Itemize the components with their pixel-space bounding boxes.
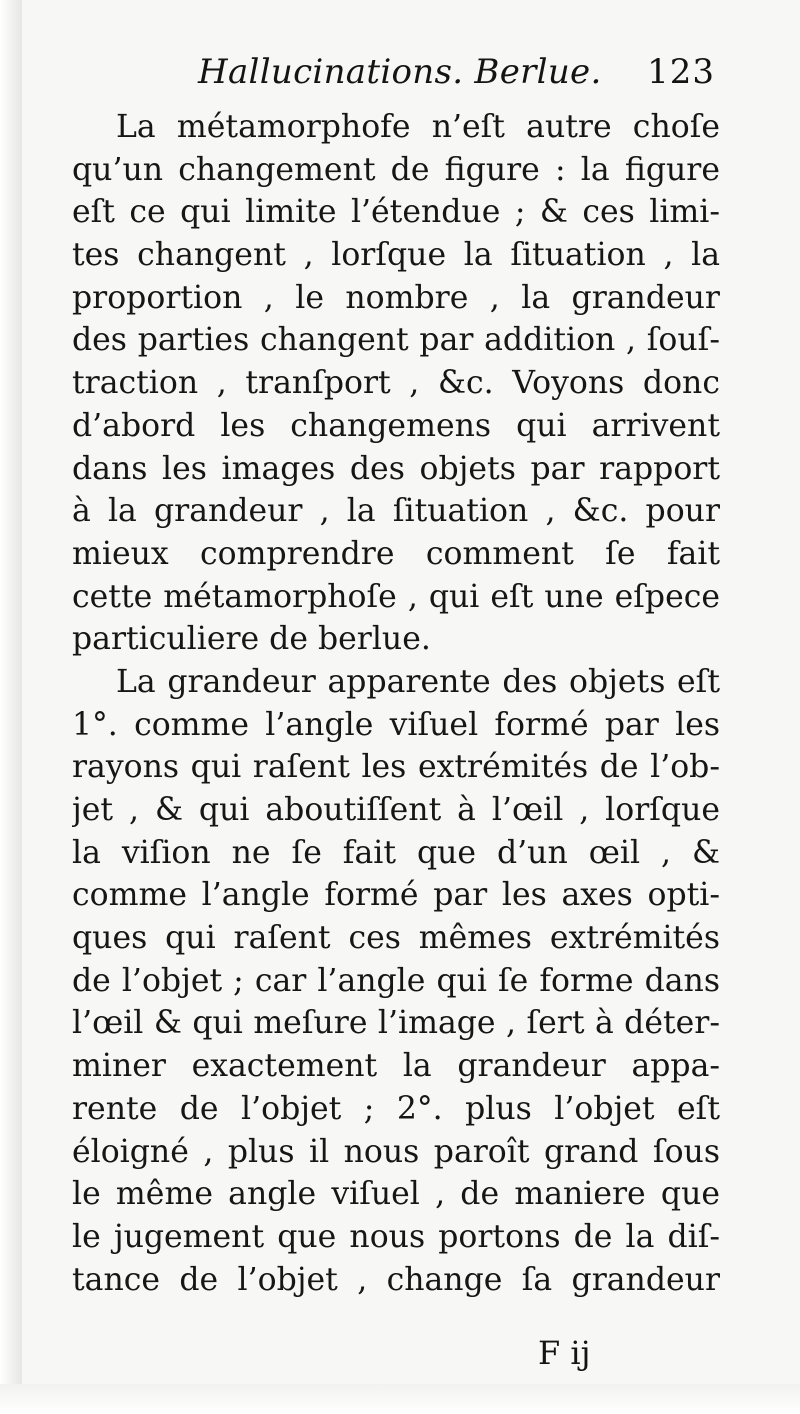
text-line: La métamorphofe n’eſt autre choſe xyxy=(116,109,720,145)
text-line: particuliere de berlue. xyxy=(72,621,431,658)
text-line: des parties changent par addition , ſouſ- xyxy=(72,322,720,359)
text-line: ques qui raſent ces mêmes extrémités xyxy=(72,920,720,957)
text-line: rayons qui raſent les extrémités de l’ob- xyxy=(72,749,720,786)
running-head-title: Hallucinations. Berlue. xyxy=(198,52,602,92)
text-line: tes changent , lorſque la ſituation , la xyxy=(72,237,720,274)
text-line: cette métamorphoſe , qui eſt une eſpece xyxy=(72,578,720,615)
page-number: 123 xyxy=(647,52,715,92)
text-line: La grandeur apparente des objets eſt xyxy=(116,663,720,700)
text-line: eſt ce qui limite l’étendue ; & ces limi- xyxy=(72,194,720,231)
text-line: rente de l’objet ; 2°. plus l’objet eſt xyxy=(72,1090,720,1127)
text-line: l’œil & qui meſure l’image , ſert à déter- xyxy=(72,1005,720,1042)
text-line: le même angle viſuel , de maniere que xyxy=(72,1176,720,1213)
text-line: proportion , le nombre , la grandeur xyxy=(72,279,720,316)
text-line: 1°. comme l’angle viſuel formé par les xyxy=(72,706,720,743)
text-line: dans les images des objets par rapport xyxy=(72,450,720,487)
text-line: à la grandeur , la ſituation , &c. pour xyxy=(72,493,720,530)
text-line: mieux comprendre comment ſe fait xyxy=(72,535,720,572)
text-line: comme l’angle formé par les axes opti- xyxy=(72,877,720,914)
text-line: le jugement que nous portons de la diſ- xyxy=(72,1218,720,1255)
body-text xyxy=(72,106,720,1301)
text-line: miner exactement la grandeur appa- xyxy=(72,1048,720,1085)
running-head xyxy=(78,52,715,102)
text-line: jet , & qui aboutiſſent à l’œil , lorſque xyxy=(72,792,720,828)
text-line: qu’un changement de figure : la figure xyxy=(72,151,720,188)
signature-mark: F ij xyxy=(538,1334,591,1372)
scan-edge-left xyxy=(0,0,22,1414)
scan-edge-bottom xyxy=(0,1384,800,1414)
text-line: d’abord les changemens qui arrivent xyxy=(72,407,720,444)
text-line: de l’objet ; car l’angle qui ſe forme dans xyxy=(72,962,720,999)
text-line: traction , tranſport , &c. Voyons donc xyxy=(72,365,720,402)
text-line: éloigné , plus il nous paroît grand ſous xyxy=(72,1133,720,1170)
text-line: la viſion ne ſe fait que d’un œil , & xyxy=(72,834,720,871)
text-line: tance de l’objet , change ſa grandeur xyxy=(72,1261,720,1298)
